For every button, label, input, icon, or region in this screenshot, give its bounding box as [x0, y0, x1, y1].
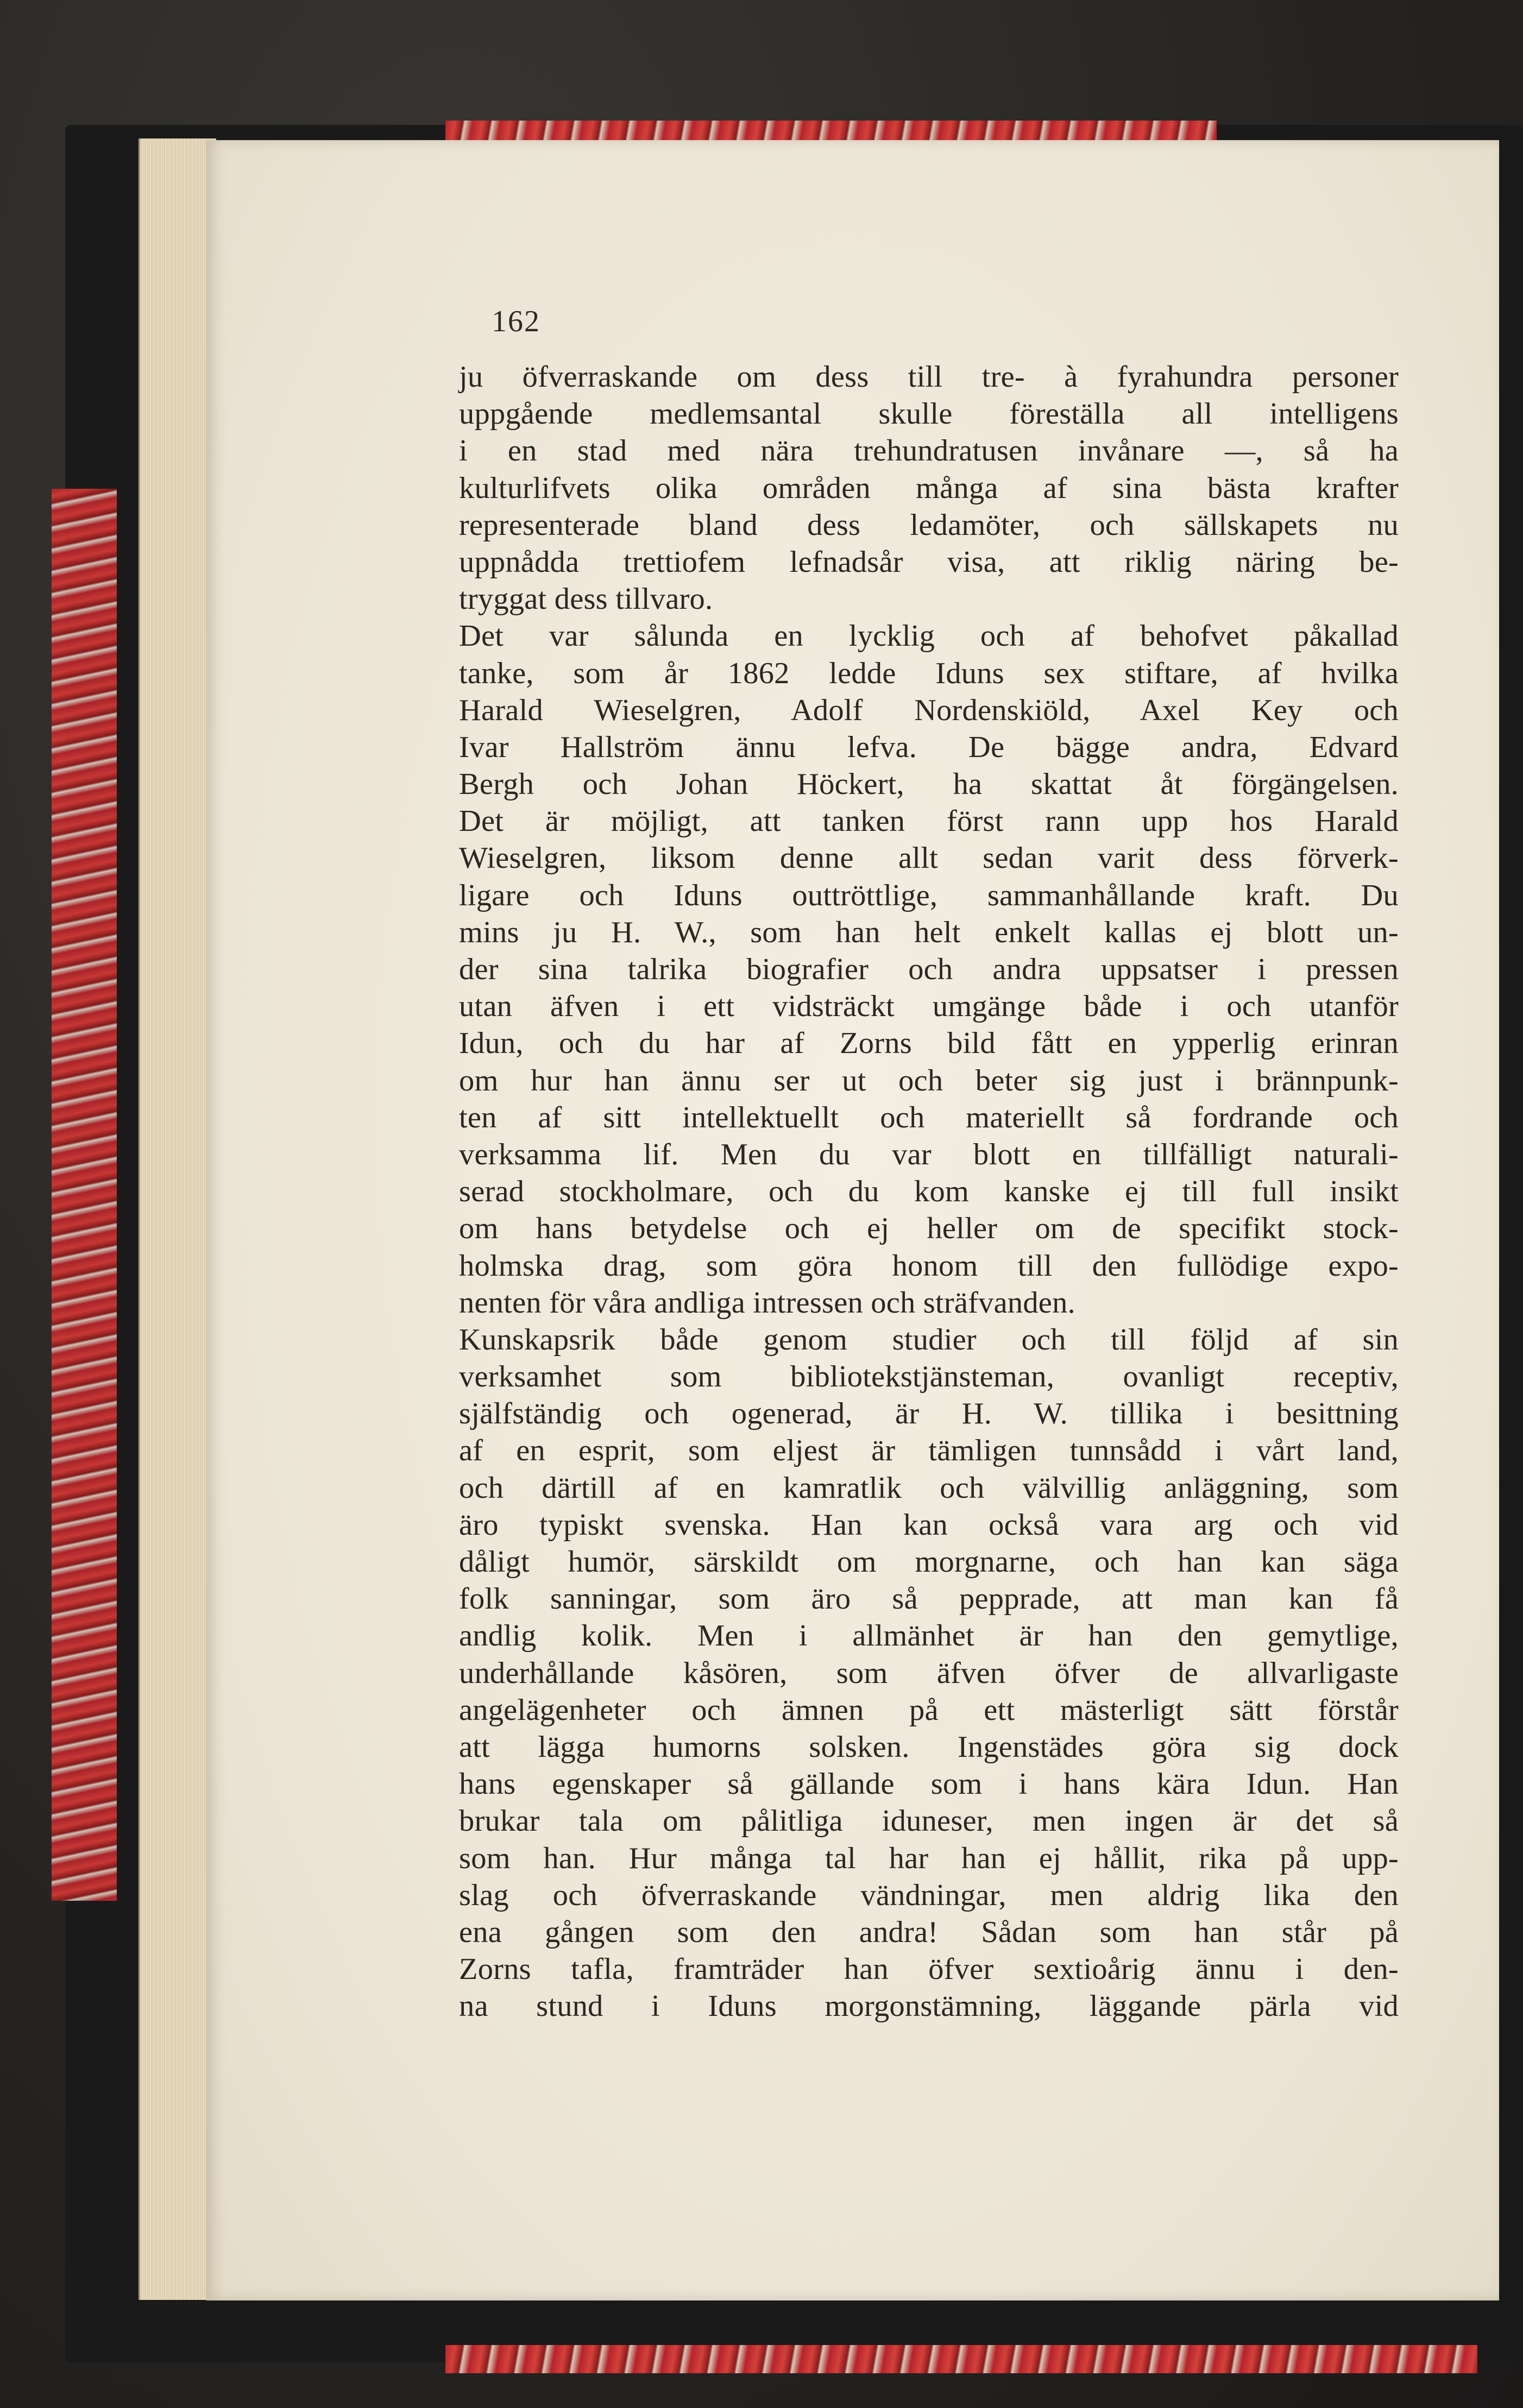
page-edges — [139, 138, 216, 2300]
text-line: Bergh och Johan Höckert, ha skattat åt förgängelsen. — [459, 767, 1399, 802]
text-line: utan äfven i ett vidsträckt umgänge både i och utanför — [459, 989, 1399, 1024]
text-line: andlig kolik. Men i allmänhet är han den gemytlige, — [459, 1619, 1399, 1653]
text-line: verksamma lif. Men du var blott en tillfälligt naturali- — [459, 1137, 1399, 1171]
text-line: Zorns tafla, framträder han öfver sextioårig ännu i den- — [459, 1952, 1399, 1987]
marbled-edge-left — [52, 489, 117, 1901]
text-line: nenten för våra andliga intressen och sträfvanden. — [459, 1285, 1075, 1320]
text-line: tryggat dess tillvaro. — [459, 582, 713, 616]
text-line: Idun, och du har af Zorns bild fått en ypperlig erinran — [459, 1026, 1399, 1061]
text-line: uppnådda trettiofem lefnadsår visa, att riklig näring be- — [459, 545, 1399, 579]
text-line: ju öfverraskande om dess till tre- à fyrahundra personer — [459, 360, 1399, 394]
text-line: som han. Hur många tal har han ej hållit, rika på upp- — [459, 1841, 1399, 1875]
text-line: Det är möjligt, att tanken först rann upp hos Harald — [459, 804, 1399, 839]
text-line: Wieselgren, liksom denne allt sedan varit dess förverk- — [459, 841, 1399, 875]
text-line: na stund i Iduns morgonstämning, läggande pärla vid — [459, 1989, 1399, 2024]
text-line: representerade bland dess ledamöter, och sällskapets nu — [459, 508, 1399, 542]
text-line: af en esprit, som eljest är tämligen tunnsådd i vårt land, — [459, 1434, 1399, 1468]
text-line: själfständig och ogenerad, är H. W. tillika i besittning — [459, 1397, 1399, 1431]
text-line: hans egenskaper så gällande som i hans kära Idun. Han — [459, 1767, 1399, 1801]
text-line: mins ju H. W., som han helt enkelt kallas ej blott un- — [459, 915, 1399, 949]
text-line: der sina talrika biografier och andra uppsatser i pressen — [459, 953, 1399, 986]
text-line: dåligt humör, särskildt om morgnarne, och han kan säga — [459, 1545, 1399, 1579]
marbled-edge-bottom — [445, 2345, 1477, 2373]
text-line: verksamhet som bibliotekstjänsteman, ovanligt receptiv, — [459, 1360, 1399, 1394]
text-line: underhållande kåsören, som äfven öfver de allvarligaste — [459, 1656, 1399, 1690]
text-line: äro typiskt svenska. Han kan också vara arg och vid — [459, 1508, 1399, 1542]
page-number: 162 — [492, 305, 540, 338]
body-text — [459, 358, 1399, 2025]
text-line: tanke, som år 1862 ledde Iduns sex stiftare, af hvilka — [459, 656, 1399, 690]
text-line: Ivar Hallström ännu lefva. De bägge andra, Edvard — [459, 730, 1399, 764]
text-line: kulturlifvets olika områden många af sina bästa krafter — [459, 471, 1399, 505]
text-line: slag och öfverraskande vändningar, men aldrig lika den — [459, 1878, 1399, 1912]
text-line: i en stad med nära trehundratusen invånare —, så ha — [459, 434, 1399, 468]
text-line: och därtill af en kamratlik och välvillig anläggning, som — [459, 1471, 1399, 1505]
text-line: Kunskapsrik både genom studier och till följd af sin — [459, 1322, 1399, 1357]
text-line: Harald Wieselgren, Adolf Nordenskiöld, Axel Key och — [459, 693, 1399, 727]
text-line: uppgående medlemsantal skulle föreställa all intelligens — [459, 397, 1399, 431]
text-line: ten af sitt intellektuellt och materiellt så fordrande och — [459, 1100, 1399, 1134]
text-line: Det var sålunda en lycklig och af behofvet påkallad — [459, 619, 1399, 653]
text-line: holmska drag, som göra honom till den fullödige expo- — [459, 1249, 1399, 1283]
text-line: att lägga humorns solsken. Ingenstädes göra sig dock — [459, 1730, 1399, 1764]
text-line: om hur han ännu ser ut och beter sig just i brännpunk- — [459, 1063, 1399, 1098]
text-line: ligare och Iduns outtröttlige, sammanhållande kraft. Du — [459, 878, 1399, 912]
text-line: brukar tala om pålitliga iduneser, men ingen är det så — [459, 1804, 1399, 1838]
text-line: ena gången som den andra! Sådan som han står på — [459, 1915, 1399, 1949]
text-line: serad stockholmare, och du kom kanske ej till full insikt — [459, 1175, 1399, 1209]
text-line: angelägenheter och ämnen på ett mästerligt sätt förstår — [459, 1693, 1399, 1727]
text-line: folk sanningar, som äro så pepprade, att man kan få — [459, 1582, 1399, 1616]
text-line: om hans betydelse och ej heller om de specifikt stock- — [459, 1212, 1399, 1246]
